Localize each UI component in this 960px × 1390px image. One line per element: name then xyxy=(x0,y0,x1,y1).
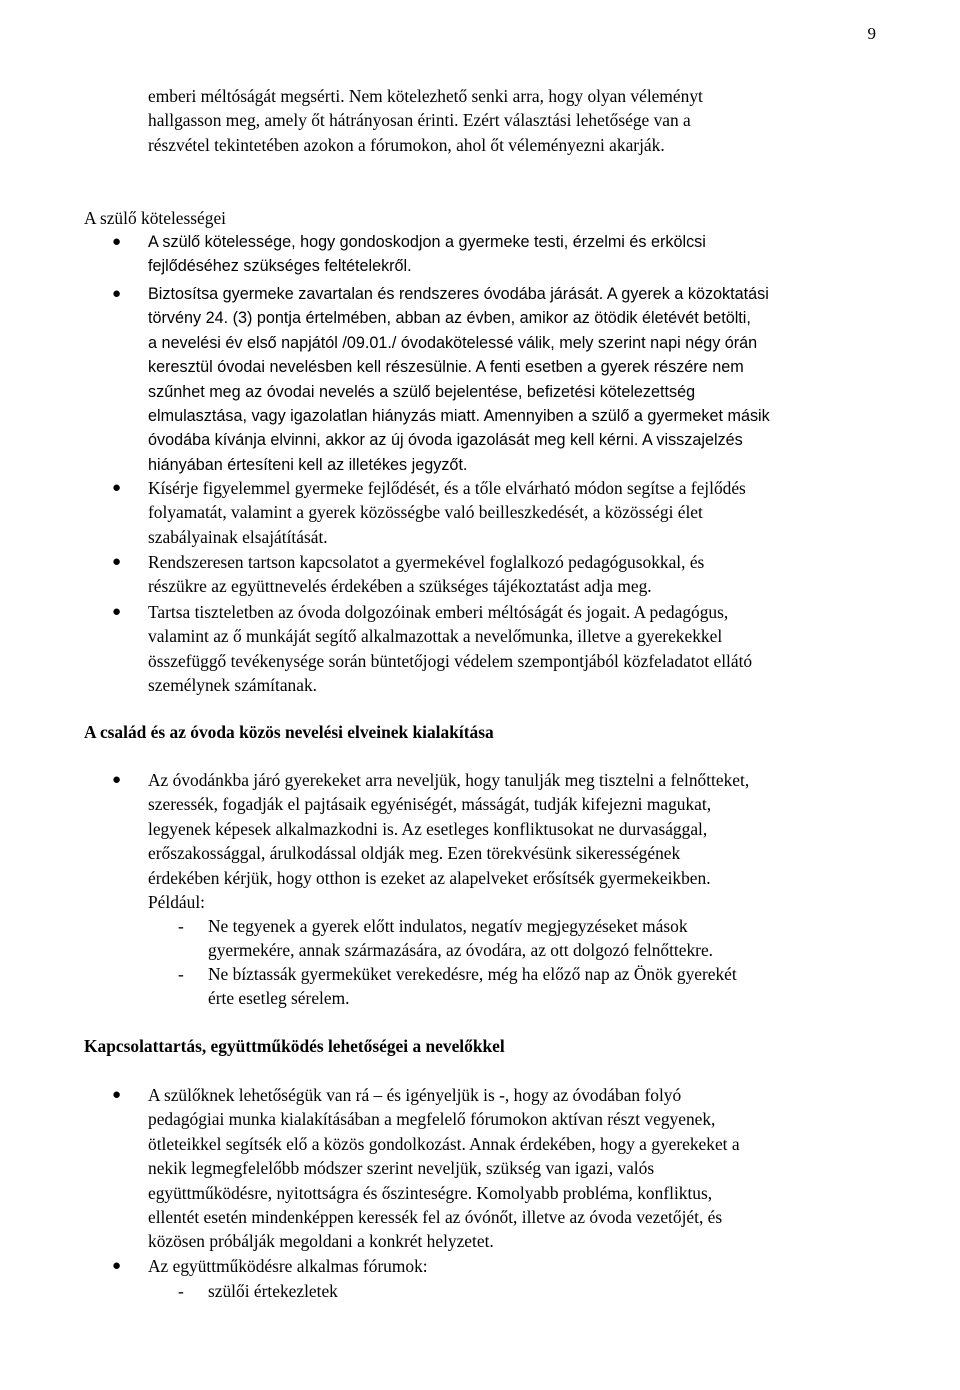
text-line: legyenek képesek alkalmazkodni is. Az esetleges konfliktusokat ne durvasággal, xyxy=(148,818,708,839)
text-line: részükre az együttnevelés érdekében a szükséges tájékoztatást adja meg. xyxy=(148,576,652,597)
text-line: Biztosítsa gyermeke zavartalan és rendszeres óvodába járását. A gyerek a közoktatási xyxy=(148,285,769,303)
text-line: a nevelési év első napjától /09.01./ óvodakötelessé válik, mely szerint napi négy órán xyxy=(148,333,758,352)
text-line: folyamatát, valamint a gyerek közösségbe való beilleszkedését, a közösségi élet xyxy=(148,502,703,523)
text-line: erőszakossággal, árulkodással oldják meg. Ezen törekvésünk sikerességének xyxy=(148,843,681,864)
text-line: emberi méltóságát megsérti. Nem kötelezhető senki arra, hogy olyan véleményt xyxy=(148,86,703,106)
list-item xyxy=(148,550,888,599)
list-item xyxy=(148,476,888,549)
section-heading: Kapcsolattartás, együttműködés lehetőségei a nevelőkkel xyxy=(84,1036,505,1056)
text-line: A szülő kötelessége, hogy gondoskodjon a gyermeke testi, érzelmi és erkölcsi xyxy=(148,233,706,251)
text-line: elmulasztása, vagy igazolatlan hiányzás miatt. Amennyiben a szülő a gyermeket másik xyxy=(148,407,770,426)
intro-paragraph xyxy=(148,84,888,157)
text-line: valamint az ő munkáját segítő alkalmazottak a nevelőmunka, illetve a gyerekekkel xyxy=(148,626,723,647)
text-line: nekik legmegfelelőbb módszer szerint neveljük, szükség van igazi, valós xyxy=(148,1158,655,1179)
text-line: Ne bíztassák gyermeküket verekedésre, még ha előző nap az Önök gyerekét xyxy=(208,964,737,984)
text-line: pedagógiai munka kialakításában a megfelelő fórumokon aktívan részt vegyenek, xyxy=(148,1109,716,1130)
dash-item xyxy=(208,1279,888,1303)
text-line: hallgasson meg, amely őt hátrányosan érinti. Ezért választási lehetősége van a xyxy=(148,110,691,131)
text-line: érdekében kérjük, hogy otthon is ezeket az alapelveket erősítsék gyermekeikben. xyxy=(148,867,711,888)
dash-marker: - xyxy=(178,1281,184,1301)
text-line: A szülőknek lehetőségük van rá – és igényeljük is -, hogy az óvodában folyó xyxy=(148,1085,682,1105)
bullet-icon: ● xyxy=(112,480,122,496)
bullet-icon: ● xyxy=(112,234,122,250)
text-line: Az együttműködésre alkalmas fórumok: xyxy=(148,1256,428,1276)
text-line: fejlődéséhez szükséges feltételekről. xyxy=(148,257,412,276)
section-heading: A szülő kötelességei xyxy=(84,208,226,228)
bullet-icon: ● xyxy=(112,772,122,788)
text-line: Ne tegyenek a gyerek előtt indulatos, negatív megjegyzéseket mások xyxy=(208,916,688,936)
list-item xyxy=(148,600,888,698)
section-heading: A család és az óvoda közös nevelési elveinek kialakítása xyxy=(84,722,494,742)
list-item xyxy=(148,768,888,914)
bullet-icon: ● xyxy=(112,554,122,570)
text-line: Kísérje figyelemmel gyermeke fejlődését, és a tőle elvárható módon segítse a fejlődés xyxy=(148,478,746,498)
bullet-icon: ● xyxy=(112,1258,122,1274)
dash-marker: - xyxy=(178,964,184,984)
text-line: keresztül óvodai nevelésben kell részesülnie. A fenti esetben a gyerek részére nem xyxy=(148,358,744,377)
bullet-icon: ● xyxy=(112,1087,122,1103)
text-line: ellentét esetén mindenképpen keressék fel az óvónőt, illetve az óvoda vezetőjét, és xyxy=(148,1207,723,1228)
example-label: Például: xyxy=(148,892,205,913)
text-line: Tartsa tiszteletben az óvoda dolgozóinak emberi méltóságát és jogait. A pedagógus, xyxy=(148,602,729,622)
text-line: érte esetleg sérelem. xyxy=(208,988,350,1009)
text-line: együttműködésre, nyitottságra és őszinteségre. Komolyabb probléma, konfliktus, xyxy=(148,1182,713,1203)
dash-marker: - xyxy=(178,916,184,936)
text-line: óvodába kívánja elvinni, akkor az új óvoda igazolását meg kell kérni. A visszajelzés xyxy=(148,431,743,450)
list-item xyxy=(148,1083,888,1254)
text-line: törvény 24. (3) pontja értelmében, abban az évben, amikor az ötödik életévét betölti, xyxy=(148,309,751,328)
list-item xyxy=(148,230,888,279)
page-number: 9 xyxy=(867,24,876,43)
bullet-icon: ● xyxy=(112,286,122,302)
text-line: összefüggő tevékenysége során büntetőjogi védelem szempontjából közfeladatot ellátó xyxy=(148,650,753,671)
list-item xyxy=(148,282,888,477)
text-line: hiányában értesíteni kell az illetékes jegyzőt. xyxy=(148,455,468,474)
dash-item xyxy=(208,914,888,963)
text-line: gyermekére, annak származására, az óvodára, az ott dolgozó felnőttekre. xyxy=(208,940,714,961)
text-line: közösen próbálják megoldani a konkrét helyzetet. xyxy=(148,1231,494,1252)
text-line: ötleteikkel segítsék elő a közös gondolkozást. Annak érdekében, hogy a gyerekeket a xyxy=(148,1133,740,1154)
text-line: szabályainak elsajátítását. xyxy=(148,526,328,547)
bullet-icon: ● xyxy=(112,604,122,620)
dash-item xyxy=(208,962,888,1011)
list-item xyxy=(148,1254,888,1278)
text-line: részvétel tekintetében azokon a fórumokon, ahol őt véleményezni akarják. xyxy=(148,134,665,155)
text-line: szeressék, fogadják el pajtásaik egyéniségét, másságát, tudják kifejezni magukat, xyxy=(148,794,712,815)
text-line: személynek számítanak. xyxy=(148,675,318,696)
text-line: Az óvodánkba járó gyerekeket arra neveljük, hogy tanulják meg tisztelni a felnőtteket, xyxy=(148,770,750,790)
text-line: szűnhet meg az óvodai nevelés a szülő bejelentése, befizetési kötelezettség xyxy=(148,382,696,401)
text-line: szülői értekezletek xyxy=(208,1281,338,1301)
text-line: Rendszeresen tartson kapcsolatot a gyermekével foglalkozó pedagógusokkal, és xyxy=(148,552,705,572)
